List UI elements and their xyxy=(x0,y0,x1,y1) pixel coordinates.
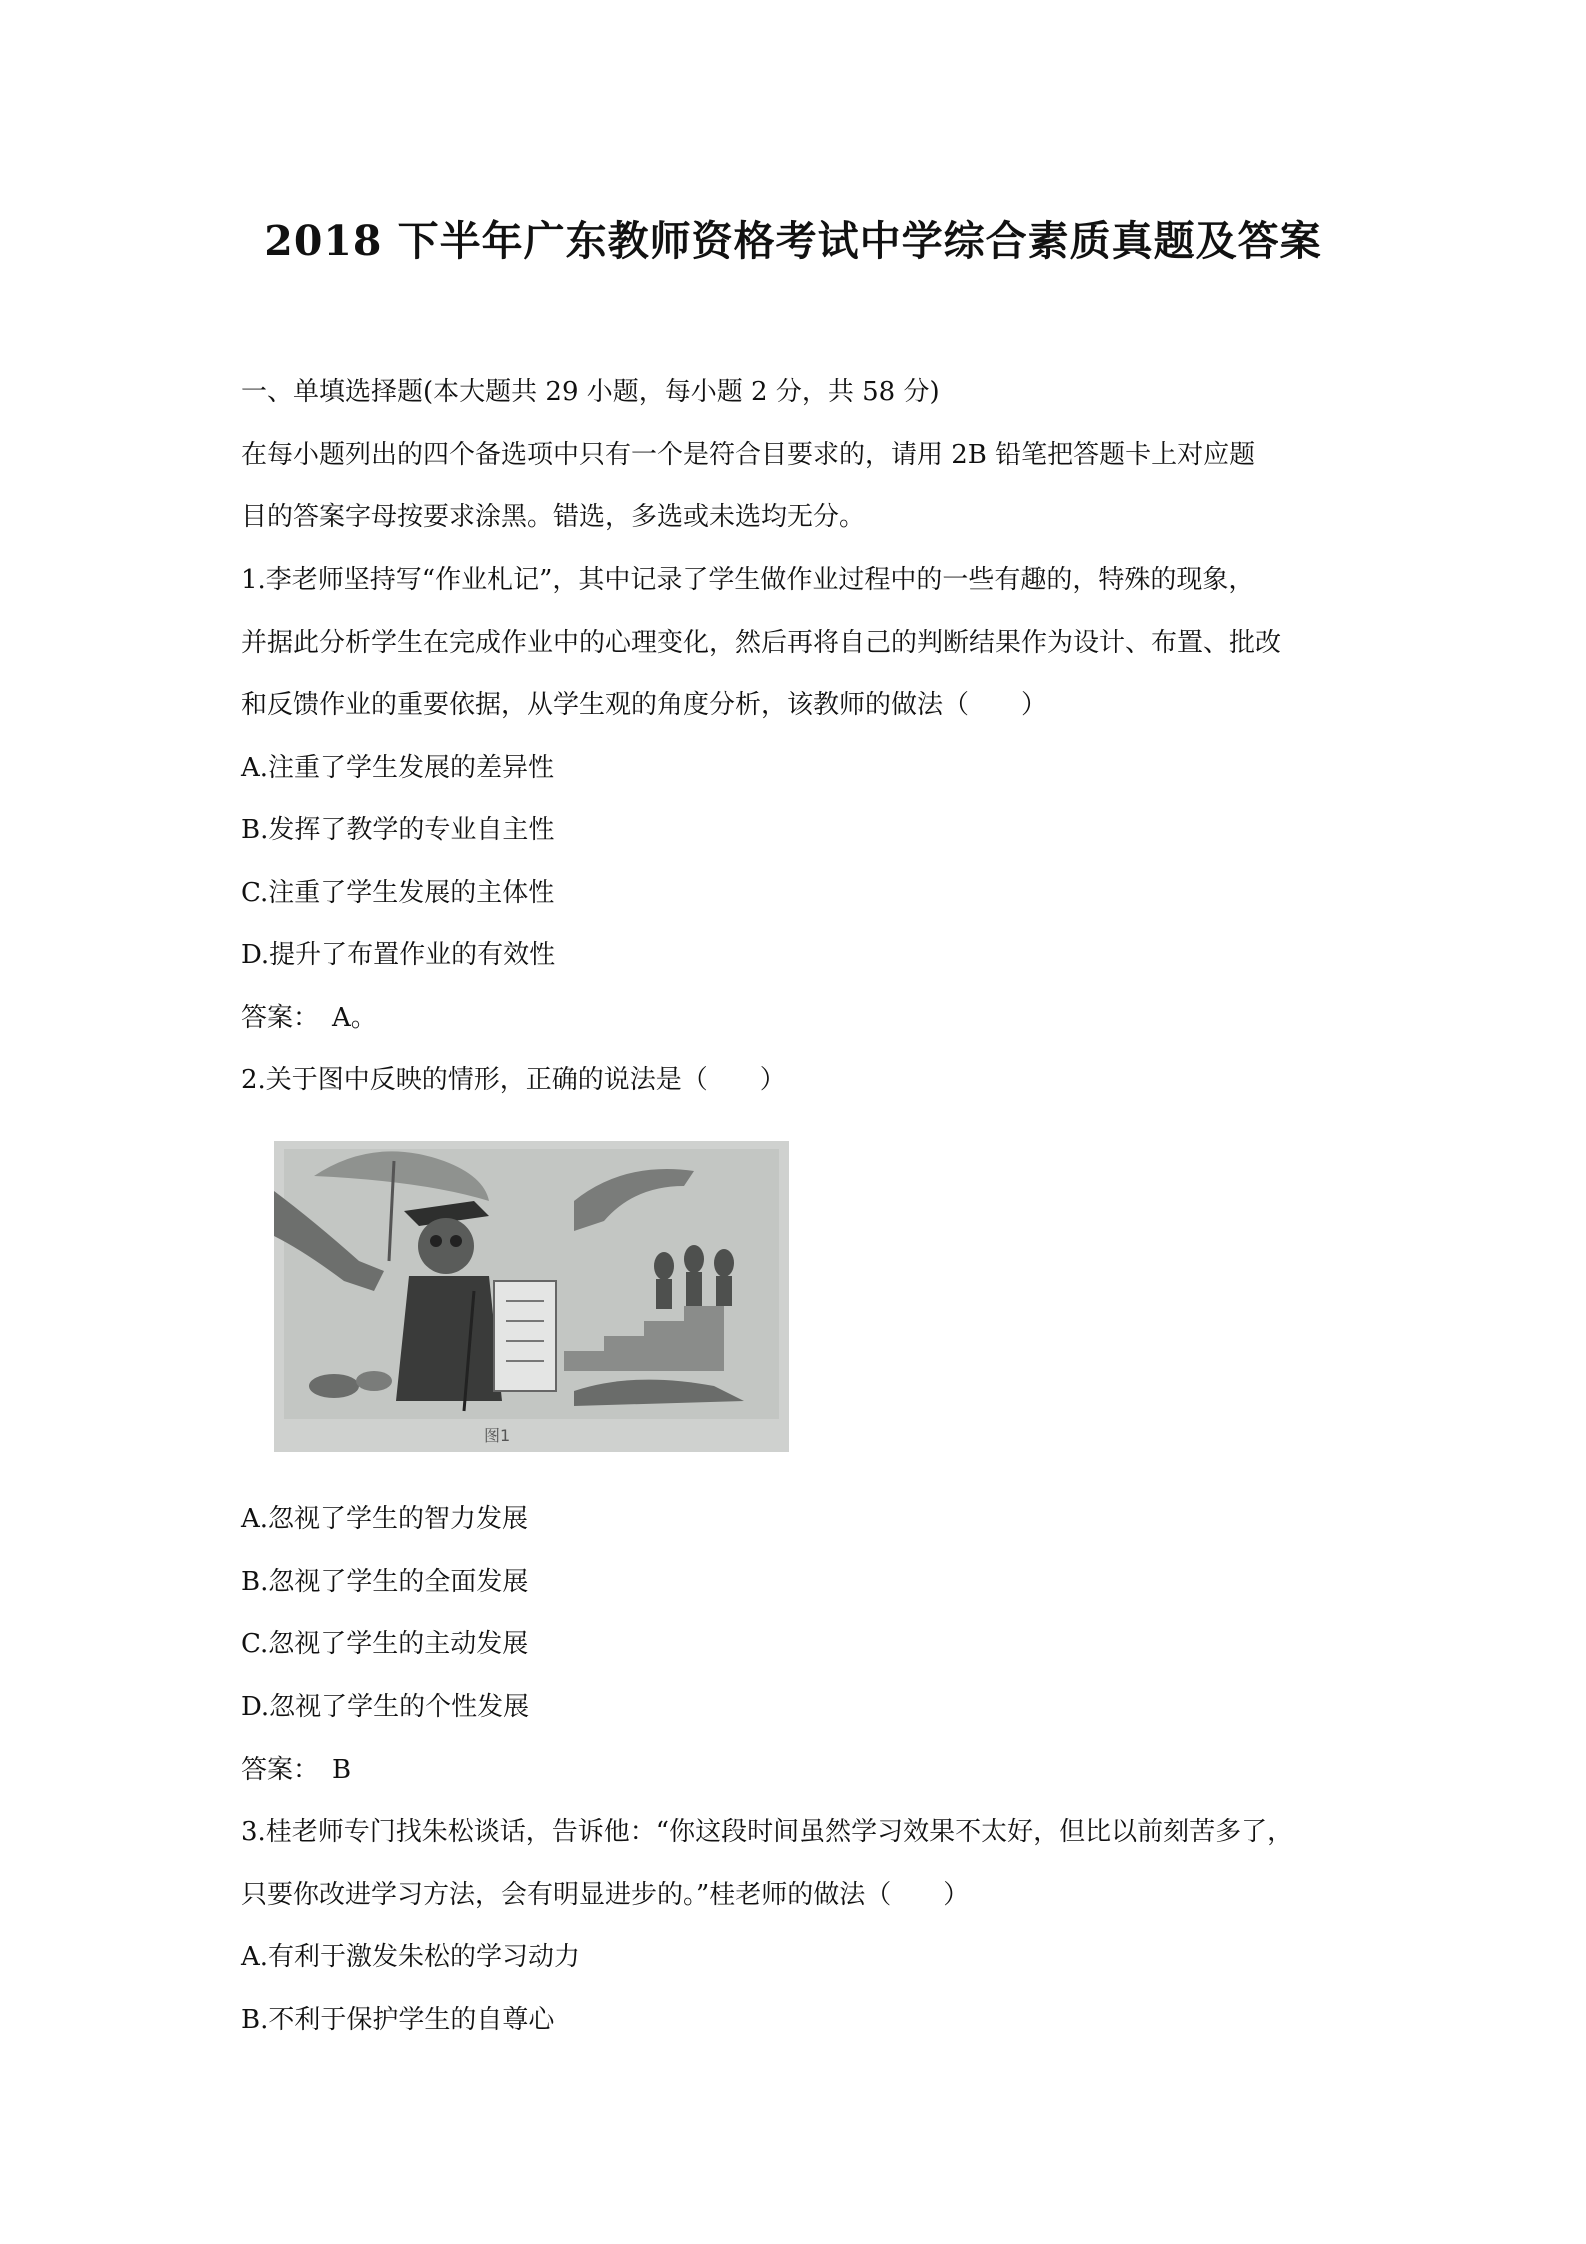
q1-option-a: A.注重了学生发展的差异性 xyxy=(241,753,555,783)
q1-answer: 答案： A。 xyxy=(241,1003,377,1033)
q2-stem-line-1: 2.关于图中反映的情形，正确的说法是（ ） xyxy=(241,1065,786,1095)
q3-stem-line-2: 只要你改进学习方法，会有明显进步的。”桂老师的做法（ ） xyxy=(241,1880,970,1910)
instructions-line-1: 在每小题列出的四个备选项中只有一个是符合目要求的，请用 2B 铅笔把答题卡上对应题 xyxy=(241,440,1256,470)
q1-option-b: B.发挥了教学的专业自主性 xyxy=(241,815,555,845)
document-title: 2018 下半年广东教师资格考试中学综合素质真题及答案 xyxy=(264,217,1322,265)
figure-caption: 图1 xyxy=(484,1426,511,1445)
q3-stem-line-1: 3.桂老师专门找朱松谈话，告诉他：“你这段时间虽然学习效果不太好，但比以前刻苦多了， xyxy=(241,1817,1294,1847)
q1-stem-line-2: 并据此分析学生在完成作业中的心理变化，然后再将自己的判断结果作为设计、布置、批改 xyxy=(241,628,1282,658)
q2-option-a: A.忽视了学生的智力发展 xyxy=(241,1504,529,1534)
instructions-line-2: 目的答案字母按要求涂黑。错选，多选或未选均无分。 xyxy=(241,502,866,532)
section-heading: 一、单填选择题(本大题共 29 小题，每小题 2 分，共 58 分) xyxy=(241,377,940,407)
q2-answer: 答案： B xyxy=(241,1755,352,1785)
q3-option-b: B.不利于保护学生的自尊心 xyxy=(241,2005,555,2035)
q1-option-c: C.注重了学生发展的主体性 xyxy=(241,878,555,908)
q3-option-a: A.有利于激发朱松的学习动力 xyxy=(241,1942,581,1972)
q1-option-d: D.提升了布置作业的有效性 xyxy=(241,940,556,970)
q2-option-d: D.忽视了学生的个性发展 xyxy=(241,1692,530,1722)
q2-option-c: C.忽视了学生的主动发展 xyxy=(241,1629,529,1659)
q1-stem-line-1: 1.李老师坚持写“作业札记”，其中记录了学生做作业过程中的一些有趣的，特殊的现象， xyxy=(241,565,1255,595)
q2-option-b: B.忽视了学生的全面发展 xyxy=(241,1567,529,1597)
cartoon-figure xyxy=(274,1141,789,1452)
q1-stem-line-3: 和反馈作业的重要依据，从学生观的角度分析，该教师的做法（ ） xyxy=(241,690,1048,720)
